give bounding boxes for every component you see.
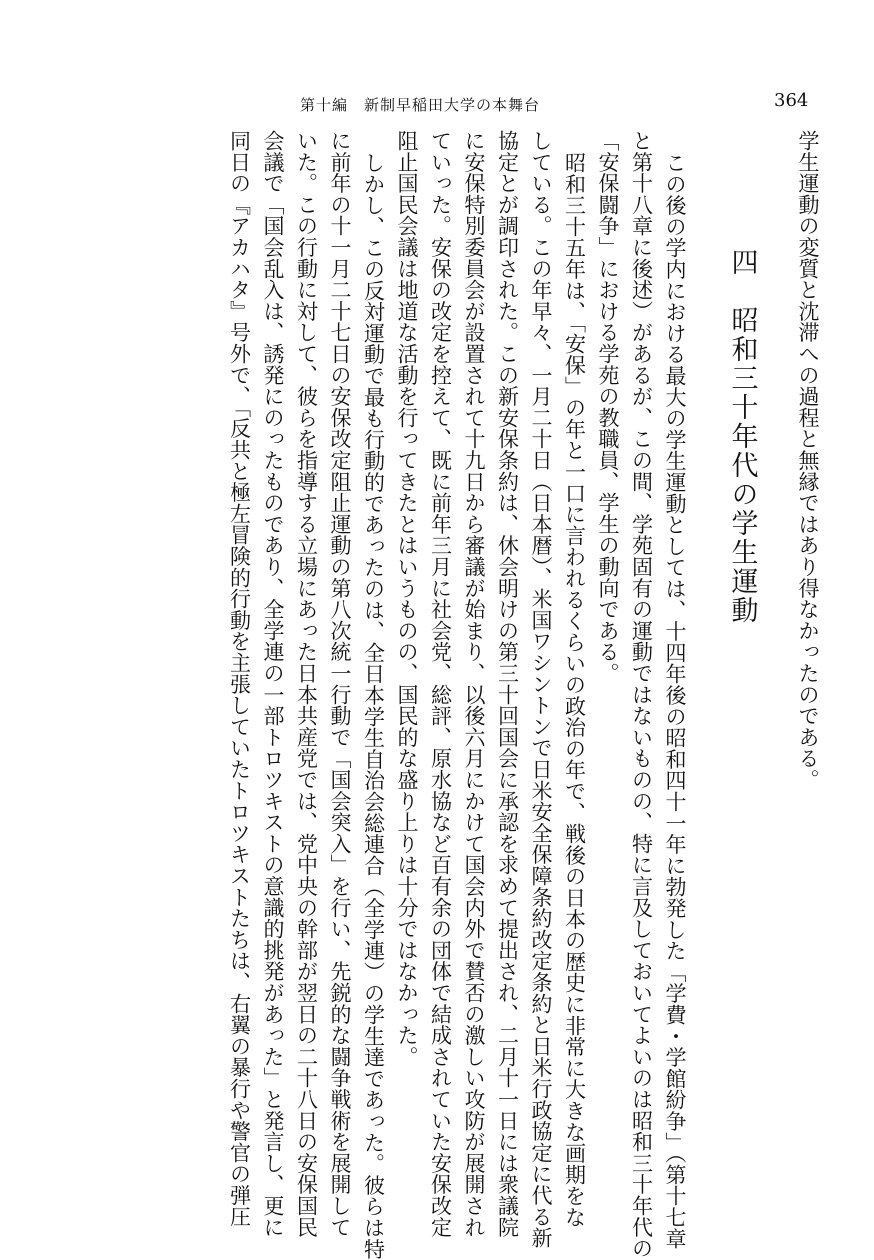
text-line: しかし、この反対運動で最も行動的であったのは、全日本学生自治会総連合（全学連）の学生達であった。彼らは特: [361, 152, 386, 1260]
text-line: この後の学内における最大の学生運動としては、十四年後の昭和四十一年に勃発した「学費・学館紛争」（第十七章: [663, 152, 687, 1250]
text-line: ていった。安保の改定を控えて、既に前年三月に社会党、総評、原水協など百有余の団体で結成されていた安保改定: [428, 130, 453, 1238]
page-number: 364: [774, 90, 809, 111]
text-line: 学生運動の変質と沈滞への過程と無縁ではあり得なかったのである。: [796, 130, 820, 791]
text-line: 昭和三十五年は、「安保」の年と一口に言われるくらいの政治の年で、戦後の日本の歴史に非常に大きな画期をな: [562, 152, 587, 1228]
text-line: に安保特別委員会が設置されて十九日から審議が始まり、以後六月にかけて国会内外で賛否の激しい攻防が展開され: [462, 130, 486, 1238]
section-heading: 四 昭和三十年代の学生運動: [726, 248, 758, 625]
body-text: [88, 130, 820, 1260]
text-line: いた。この行動に対して、彼らを指導する立場にあった日本共産党では、党中央の幹部が翌日の二十八日の安保国民: [294, 130, 319, 1238]
text-line: 協定とが調印された。この新安保条約は、休会明けの第三十回国会に承認を求めて提出され、二月十一日には衆議院: [495, 130, 520, 1238]
text-line: と第十八章に後述）があるが、この間、学苑固有の運動ではないものの、特に言及しておいてよいのは昭和三十年代の: [629, 130, 654, 1259]
text-line: 会議で「国会乱入は、誘発にのったものであり、全学連の一部トロツキストの意識的挑発があった」と発言し、更に: [261, 130, 285, 1238]
text-line: に前年の十一月二十七日の安保改定阻止運動の第八次統一行動で「国会突入」を行い、先鋭的な闘争戦術を展開して: [328, 130, 352, 1238]
text-line: 「安保闘争」における学苑の教職員、学生の動向である。: [596, 130, 620, 684]
text-line: 同日の『アカハタ』号外で、「反共と極左冒険的行動を主張していたトロツキストたちは、右翼の暴行や警官の弾圧: [227, 130, 252, 1228]
text-line: している。この年早々、一月二十日（日本暦）、米国ワシントンで日米安全保障条約改定条約と日米行政協定に代る新: [529, 130, 553, 1249]
running-header: 第十編 新制早稲田大学の本舞台: [300, 96, 541, 114]
text-line: 阻止国民会議は地道な活動を行ってきたとはいうものの、国民的な盛り上りは十分ではなかった。: [395, 130, 419, 1068]
